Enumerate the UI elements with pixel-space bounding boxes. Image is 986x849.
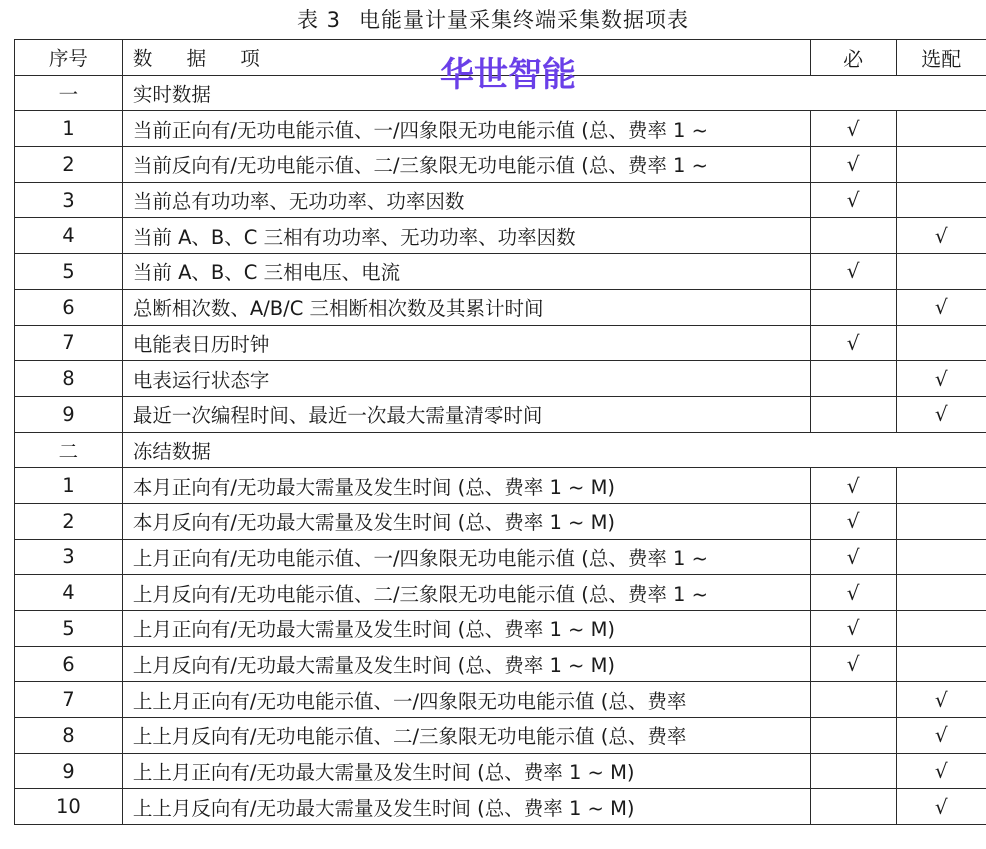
row-required-mark: √ <box>810 646 896 682</box>
row-item: 上月正向有/无功电能示值、一/四象限无功电能示值 (总、费率 1 ~ <box>122 539 810 575</box>
row-required-mark: √ <box>810 539 896 575</box>
row-optional-mark: √ <box>896 682 986 718</box>
row-optional-mark: √ <box>896 218 986 254</box>
row-item: 当前正向有/无功电能示值、一/四象限无功电能示值 (总、费率 1 ~ <box>122 111 810 147</box>
table-row <box>15 147 986 183</box>
row-required-mark: √ <box>810 575 896 611</box>
row-required-mark: √ <box>810 182 896 218</box>
row-optional-mark: √ <box>896 361 986 397</box>
row-required-mark <box>810 289 896 325</box>
row-optional-mark <box>896 254 986 290</box>
row-item: 最近一次编程时间、最近一次最大需量清零时间 <box>122 396 810 432</box>
table-row <box>15 182 986 218</box>
row-required-mark: √ <box>810 325 896 361</box>
row-optional-mark: √ <box>896 789 986 825</box>
table-row <box>15 682 986 718</box>
row-item: 上月正向有/无功最大需量及发生时间 (总、费率 1 ~ M) <box>122 611 810 647</box>
header-item <box>122 40 810 76</box>
table-row <box>15 396 986 432</box>
row-number: 5 <box>15 611 123 647</box>
row-item: 本月正向有/无功最大需量及发生时间 (总、费率 1 ~ M) <box>122 468 810 504</box>
row-number: 5 <box>15 254 123 290</box>
table-row <box>15 325 986 361</box>
table-row <box>15 503 986 539</box>
row-required-mark <box>810 218 896 254</box>
row-item: 上上月正向有/无功最大需量及发生时间 (总、费率 1 ~ M) <box>122 753 810 789</box>
row-number: 6 <box>15 646 123 682</box>
row-required-mark: √ <box>810 147 896 183</box>
row-item: 总断相次数、A/B/C 三相断相次数及其累计时间 <box>122 289 810 325</box>
row-item: 上月反向有/无功最大需量及发生时间 (总、费率 1 ~ M) <box>122 646 810 682</box>
row-optional-mark <box>896 111 986 147</box>
table-row <box>15 289 986 325</box>
row-optional-mark: √ <box>896 396 986 432</box>
row-number: 8 <box>15 361 123 397</box>
row-item: 上上月反向有/无功最大需量及发生时间 (总、费率 1 ~ M) <box>122 789 810 825</box>
row-number: 7 <box>15 325 123 361</box>
row-number: 9 <box>15 396 123 432</box>
table-number: 表 3 <box>296 8 342 32</box>
data-items-table <box>14 39 986 825</box>
table-row <box>15 254 986 290</box>
table-row <box>15 718 986 754</box>
row-required-mark <box>810 789 896 825</box>
row-optional-mark: √ <box>896 718 986 754</box>
row-required-mark <box>810 753 896 789</box>
row-item: 上上月正向有/无功电能示值、一/四象限无功电能示值 (总、费率 <box>122 682 810 718</box>
section-title: 实时数据 <box>122 75 986 111</box>
row-number: 4 <box>15 575 123 611</box>
row-number: 9 <box>15 753 123 789</box>
table-title: 电能量计量采集终端采集数据项表 <box>359 8 690 32</box>
header-item-label: 数 据 项 <box>132 47 274 71</box>
row-optional-mark <box>896 575 986 611</box>
row-optional-mark: √ <box>896 753 986 789</box>
section-number: 二 <box>15 432 123 468</box>
header-no: 序号 <box>15 40 123 76</box>
row-item: 当前总有功功率、无功功率、功率因数 <box>122 182 810 218</box>
row-item: 当前 A、B、C 三相有功功率、无功功率、功率因数 <box>122 218 810 254</box>
row-required-mark: √ <box>810 611 896 647</box>
row-number: 10 <box>15 789 123 825</box>
row-item: 当前反向有/无功电能示值、二/三象限无功电能示值 (总、费率 1 ~ <box>122 147 810 183</box>
row-optional-mark <box>896 147 986 183</box>
row-required-mark <box>810 682 896 718</box>
section-row <box>15 432 986 468</box>
row-number: 2 <box>15 147 123 183</box>
row-optional-mark <box>896 539 986 575</box>
row-number: 7 <box>15 682 123 718</box>
row-required-mark: √ <box>810 468 896 504</box>
row-optional-mark <box>896 646 986 682</box>
row-required-mark <box>810 361 896 397</box>
table-row <box>15 468 986 504</box>
row-required-mark: √ <box>810 503 896 539</box>
table-row <box>15 753 986 789</box>
row-optional-mark: √ <box>896 289 986 325</box>
header-optional: 选配 <box>896 40 986 76</box>
row-item: 上上月反向有/无功电能示值、二/三象限无功电能示值 (总、费率 <box>122 718 810 754</box>
row-optional-mark <box>896 611 986 647</box>
row-required-mark: √ <box>810 111 896 147</box>
section-number: 一 <box>15 75 123 111</box>
row-item: 本月反向有/无功最大需量及发生时间 (总、费率 1 ~ M) <box>122 503 810 539</box>
table-caption <box>0 4 986 36</box>
table-row <box>15 539 986 575</box>
row-optional-mark <box>896 325 986 361</box>
row-item: 上月反向有/无功电能示值、二/三象限无功电能示值 (总、费率 1 ~ <box>122 575 810 611</box>
row-number: 3 <box>15 182 123 218</box>
row-number: 3 <box>15 539 123 575</box>
row-required-mark <box>810 396 896 432</box>
row-required-mark: √ <box>810 254 896 290</box>
row-optional-mark <box>896 468 986 504</box>
row-optional-mark <box>896 182 986 218</box>
row-item: 电表运行状态字 <box>122 361 810 397</box>
table-header-row <box>15 40 986 76</box>
row-number: 1 <box>15 468 123 504</box>
row-number: 4 <box>15 218 123 254</box>
row-number: 8 <box>15 718 123 754</box>
table-row <box>15 611 986 647</box>
table-body <box>15 40 986 825</box>
row-number: 2 <box>15 503 123 539</box>
row-required-mark <box>810 718 896 754</box>
row-number: 6 <box>15 289 123 325</box>
row-item: 当前 A、B、C 三相电压、电流 <box>122 254 810 290</box>
row-number: 1 <box>15 111 123 147</box>
table-row <box>15 218 986 254</box>
table-row <box>15 111 986 147</box>
section-row <box>15 75 986 111</box>
section-title: 冻结数据 <box>122 432 986 468</box>
header-required: 必 <box>810 40 896 76</box>
table-row <box>15 646 986 682</box>
row-item: 电能表日历时钟 <box>122 325 810 361</box>
table-row <box>15 361 986 397</box>
table-row <box>15 575 986 611</box>
watermark-logo-text: 华世智能 <box>440 55 576 95</box>
row-optional-mark <box>896 503 986 539</box>
table-row <box>15 789 986 825</box>
